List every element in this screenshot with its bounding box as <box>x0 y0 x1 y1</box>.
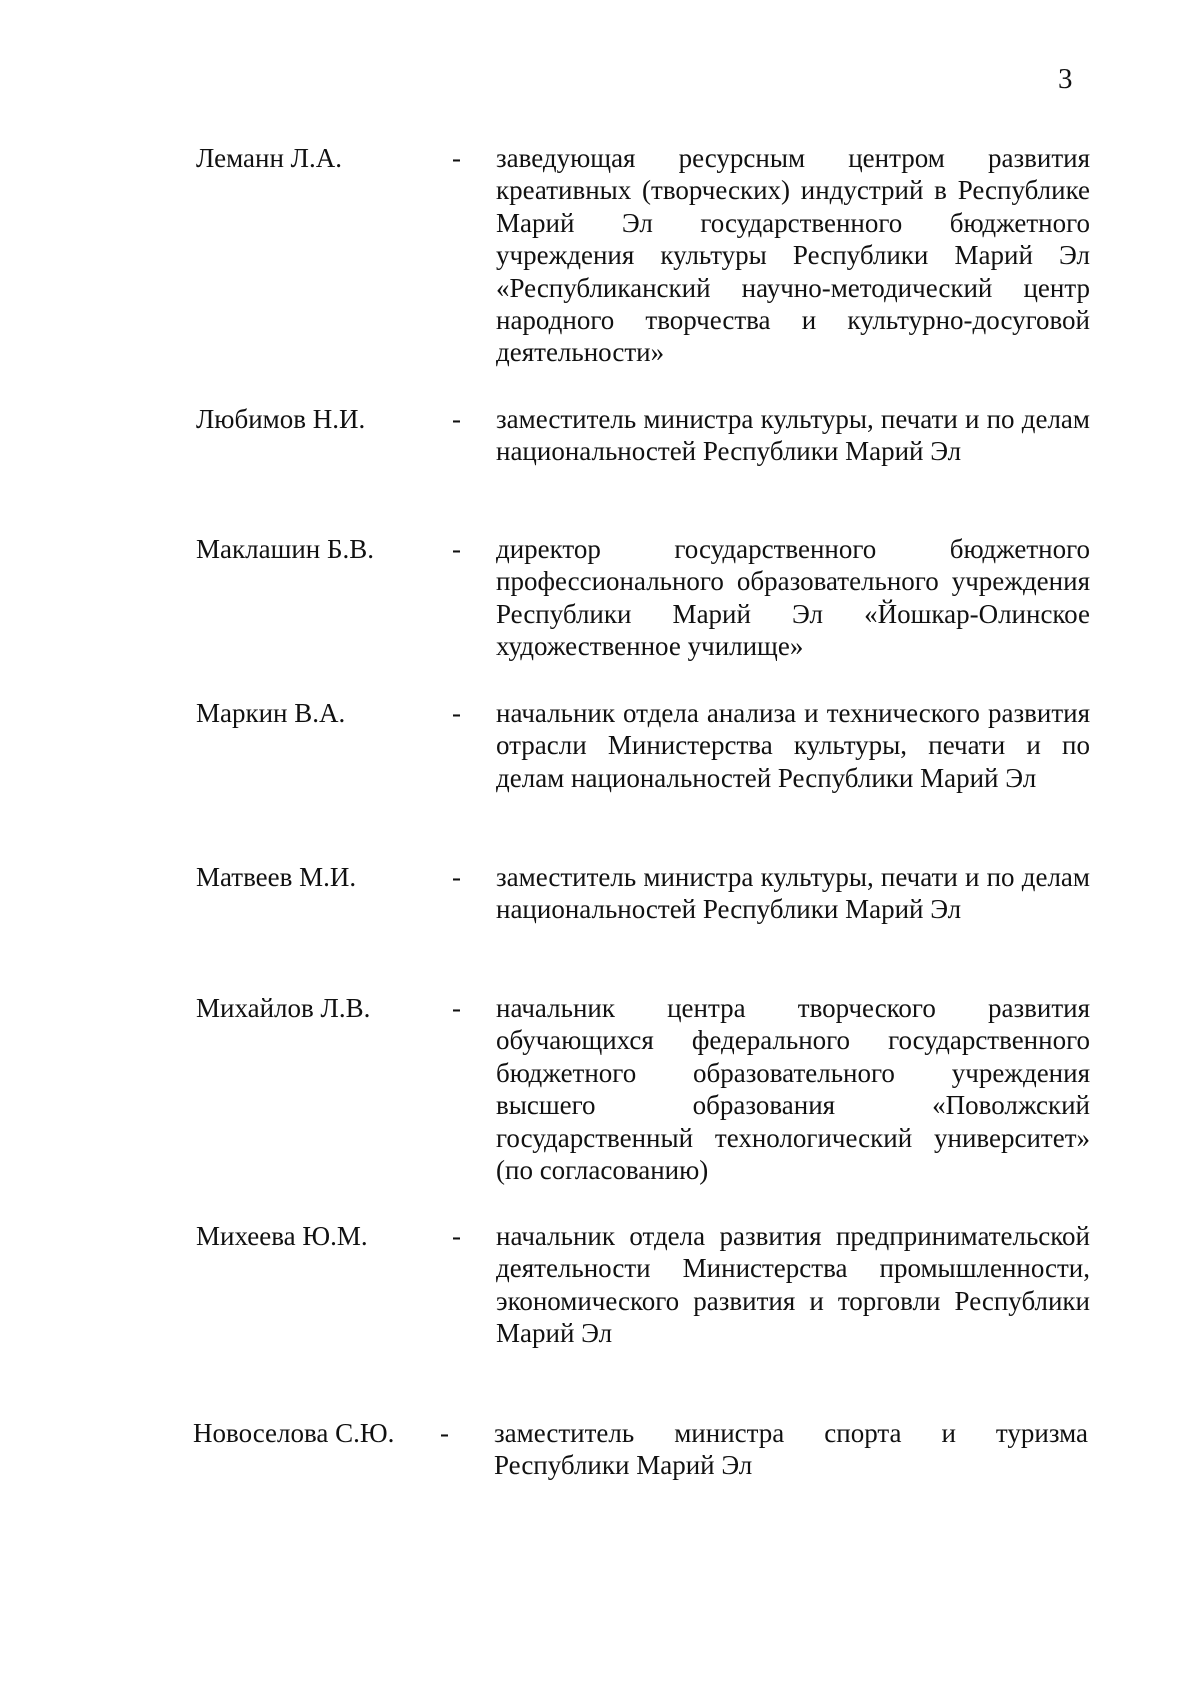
person-name: Маклашин Б.В. <box>196 534 375 564</box>
position-description: начальник отдела анализа и технического развития отрасли Министерства культуры, печати и по делам национальностей Республики Марий Эл <box>496 698 1090 793</box>
page-number: 3 <box>1058 63 1073 95</box>
position-description: заместитель министра культуры, печати и по делам национальностей Республики Марий Эл <box>496 862 1090 925</box>
separator-dash: - <box>452 534 461 564</box>
separator-dash: - <box>452 1221 461 1251</box>
person-name: Матвеев М.И. <box>196 862 357 892</box>
position-description: заместитель министра спорта и туризма Республики Марий Эл <box>494 1418 1088 1481</box>
separator-dash: - <box>452 404 461 434</box>
person-name: Михеева Ю.М. <box>196 1221 368 1251</box>
separator-dash: - <box>452 698 461 728</box>
separator-dash: - <box>452 862 461 892</box>
separator-dash: - <box>452 993 461 1023</box>
position-description: начальник отдела развития предпринимательской деятельности Министерства промышленности, экономического развития и торговли Республики Марий Эл <box>496 1221 1090 1349</box>
position-description: заместитель министра культуры, печати и по делам национальностей Республики Марий Эл <box>496 404 1090 467</box>
position-description: заведующая ресурсным центром развития креативных (творческих) индустрий в Республике Марий Эл государственного бюджетного учреждения культуры Республики Марий Эл «Республиканский научно-методический центр народного творчества и культурно-досуговой деятельности» <box>496 143 1090 368</box>
position-description: директор государственного бюджетного профессионального образовательного учреждения Республики Марий Эл «Йошкар-Олинское художественное училище» <box>496 534 1090 662</box>
person-name: Любимов Н.И. <box>196 404 366 434</box>
position-description: начальник центра творческого развития обучающихся федерального государственного бюджетного образовательного учреждения высшего образования «Поволжский государственный технологический университет» (по согласованию) <box>496 993 1090 1186</box>
person-name: Леманн Л.А. <box>196 143 342 173</box>
person-name: Михайлов Л.В. <box>196 993 371 1023</box>
person-name: Маркин В.А. <box>196 698 346 728</box>
separator-dash: - <box>440 1418 449 1448</box>
person-name: Новоселова С.Ю. <box>193 1418 395 1448</box>
separator-dash: - <box>452 143 461 173</box>
